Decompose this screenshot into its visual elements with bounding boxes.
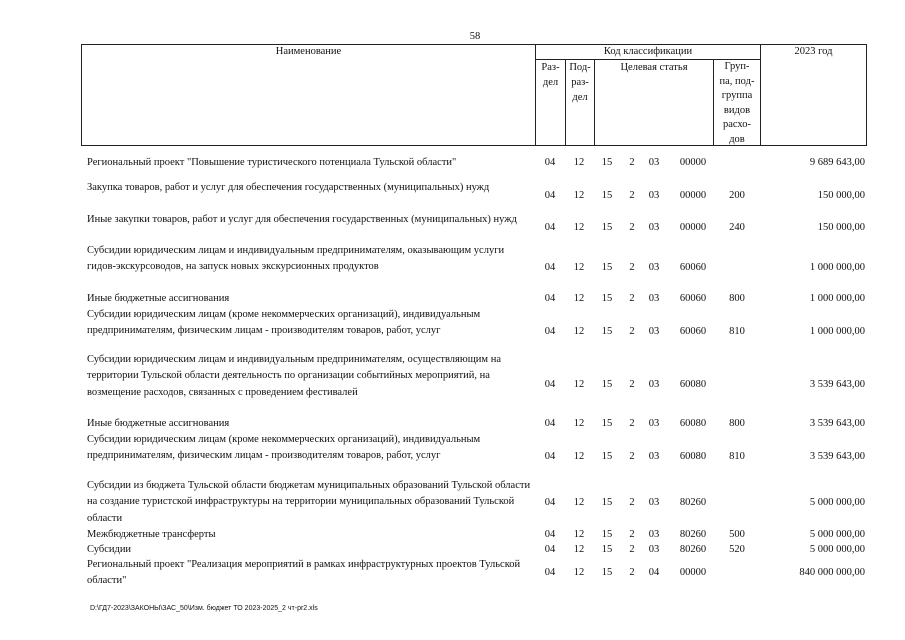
- row-code-d: 60060: [679, 261, 707, 273]
- row-amount: 5 000 000,00: [809, 544, 865, 556]
- header-razdel: Раз- дел: [541, 62, 560, 88]
- row-amount: 150 000,00: [817, 222, 865, 234]
- table-row: [81, 527, 867, 543]
- row-amount: 3 539 643,00: [809, 378, 865, 390]
- row-code-rz: 04: [544, 544, 556, 556]
- table-row: [81, 291, 867, 307]
- row-code-rz: 04: [544, 378, 556, 390]
- row-code-b: 2: [629, 450, 635, 462]
- row-code-d: 00000: [679, 190, 707, 202]
- row-code-d: 60080: [679, 450, 707, 462]
- row-code-d: 00000: [679, 567, 707, 579]
- row-amount: 3 539 643,00: [809, 450, 865, 462]
- row-code-a: 15: [601, 261, 613, 273]
- header-target: Целевая статья: [620, 62, 688, 73]
- row-name: Субсидии юридическим лицам и индивидуальным предпринимателям, оказывающим услуги гидов-экскурсоводов, на запуск новых экскурсионных продуктов: [87, 245, 505, 273]
- row-code-d: 00000: [679, 157, 707, 169]
- table-row: [81, 542, 867, 558]
- header-podrazdel: Под- раз- дел: [569, 62, 591, 103]
- row-code-rz: 04: [544, 418, 556, 430]
- row-code-c: 03: [648, 293, 660, 305]
- row-amount: 150 000,00: [817, 190, 865, 202]
- table-row: [81, 243, 867, 292]
- row-amount: 5 000 000,00: [809, 496, 865, 508]
- row-code-c: 03: [648, 222, 660, 234]
- row-code-pr: 12: [573, 222, 585, 234]
- row-code-b: 2: [629, 496, 635, 508]
- row-code-rz: 04: [544, 496, 556, 508]
- row-name: Субсидии юридическим лицам и индивидуальным предпринимателям, осуществляющим на территории Тульской области деятельность по организации событийных мероприятий, на возмещение расходов, связанных с проведением фестивалей: [87, 354, 501, 398]
- row-code-b: 2: [629, 190, 635, 202]
- row-code-vr: 520: [729, 544, 745, 556]
- row-name: Закупка товаров, работ и услуг для обеспечения государственных (муниципальных) нужд: [87, 182, 490, 193]
- row-code-pr: 12: [573, 261, 585, 273]
- row-code-pr: 12: [573, 567, 585, 579]
- row-code-rz: 04: [544, 293, 556, 305]
- row-amount: 3 539 643,00: [809, 418, 865, 430]
- row-code-b: 2: [629, 567, 635, 579]
- row-code-c: 04: [648, 567, 660, 579]
- row-amount: 9 689 643,00: [809, 157, 865, 169]
- row-code-d: 60080: [679, 378, 707, 390]
- row-amount: 1 000 000,00: [809, 325, 865, 337]
- row-code-a: 15: [601, 157, 613, 169]
- header-group: Груп- па, под- группа видов расхо- дов: [719, 61, 755, 145]
- row-code-vr: 800: [729, 293, 745, 305]
- row-code-d: 80260: [679, 544, 707, 556]
- row-code-b: 2: [629, 293, 635, 305]
- row-code-d: 60060: [679, 293, 707, 305]
- table-row: [81, 432, 867, 481]
- header-right-border: [866, 44, 867, 146]
- row-name: Региональный проект "Повышение туристического потенциала Тульской области": [87, 157, 457, 168]
- row-code-c: 03: [648, 418, 660, 430]
- row-name: Региональный проект "Реализация мероприятий в рамках инфраструктурных проектов Тульской области": [87, 559, 521, 587]
- row-name: Иные закупки товаров, работ и услуг для обеспечения государственных (муниципальных) нужд: [87, 214, 517, 225]
- row-code-c: 03: [648, 325, 660, 337]
- row-code-b: 2: [629, 325, 635, 337]
- row-code-vr: 800: [729, 418, 745, 430]
- row-code-d: 00000: [679, 222, 707, 234]
- header-code: Код классификации: [603, 46, 693, 57]
- row-amount: 1 000 000,00: [809, 293, 865, 305]
- row-code-a: 15: [601, 544, 613, 556]
- table-row: [81, 478, 867, 527]
- row-code-c: 03: [648, 157, 660, 169]
- row-code-a: 15: [601, 325, 613, 337]
- row-code-a: 15: [601, 496, 613, 508]
- row-name: Субсидии юридическим лицам (кроме некоммерческих организаций), индивидуальным предпринимателям, физическим лицам - производителям товаров, работ, услуг: [87, 434, 481, 462]
- row-code-a: 15: [601, 450, 613, 462]
- row-code-pr: 12: [573, 157, 585, 169]
- row-code-a: 15: [601, 567, 613, 579]
- divider-year: [760, 44, 761, 146]
- table-row: [81, 212, 867, 245]
- row-code-rz: 04: [544, 222, 556, 234]
- table-header: [81, 44, 867, 146]
- table-row: [81, 557, 867, 590]
- table-row: [81, 155, 867, 171]
- row-code-pr: 12: [573, 325, 585, 337]
- row-code-c: 03: [648, 529, 660, 541]
- row-code-pr: 12: [573, 378, 585, 390]
- row-code-b: 2: [629, 544, 635, 556]
- row-code-a: 15: [601, 190, 613, 202]
- row-code-b: 2: [629, 529, 635, 541]
- row-name: Субсидии из бюджета Тульской области бюджетам муниципальных образований Тульской области на создание туристской инфраструктуры на территории муниципальных образований Тульской области: [87, 480, 531, 524]
- row-code-pr: 12: [573, 529, 585, 541]
- row-code-c: 03: [648, 496, 660, 508]
- row-code-rz: 04: [544, 529, 556, 541]
- row-code-vr: 500: [729, 529, 745, 541]
- row-code-vr: 200: [729, 190, 745, 202]
- row-code-b: 2: [629, 222, 635, 234]
- row-code-vr: 240: [729, 222, 745, 234]
- row-code-b: 2: [629, 261, 635, 273]
- row-code-pr: 12: [573, 293, 585, 305]
- row-code-rz: 04: [544, 190, 556, 202]
- table-row: [81, 180, 867, 213]
- row-code-rz: 04: [544, 567, 556, 579]
- row-code-b: 2: [629, 378, 635, 390]
- header-year: 2023 год: [794, 46, 833, 57]
- table-row: [81, 307, 867, 356]
- row-code-pr: 12: [573, 418, 585, 430]
- row-code-a: 15: [601, 418, 613, 430]
- row-code-rz: 04: [544, 325, 556, 337]
- row-code-vr: 810: [729, 450, 745, 462]
- header-left-border: [81, 44, 82, 146]
- row-name: Межбюджетные трансферты: [87, 529, 216, 540]
- row-name: Иные бюджетные ассигнования: [87, 293, 230, 304]
- row-name: Субсидии юридическим лицам (кроме некоммерческих организаций), индивидуальным предпринимателям, физическим лицам - производителям товаров, работ, услуг: [87, 309, 481, 337]
- row-code-a: 15: [601, 529, 613, 541]
- row-name: Иные бюджетные ассигнования: [87, 418, 230, 429]
- row-code-a: 15: [601, 293, 613, 305]
- row-code-b: 2: [629, 157, 635, 169]
- row-code-rz: 04: [544, 450, 556, 462]
- header-name: Наименование: [275, 46, 342, 57]
- row-code-b: 2: [629, 418, 635, 430]
- row-code-d: 80260: [679, 529, 707, 541]
- table-row: [81, 416, 867, 432]
- row-code-rz: 04: [544, 261, 556, 273]
- row-code-a: 15: [601, 222, 613, 234]
- row-code-a: 15: [601, 378, 613, 390]
- row-code-d: 80260: [679, 496, 707, 508]
- row-code-c: 03: [648, 544, 660, 556]
- row-name: Субсидии: [87, 544, 132, 555]
- row-code-pr: 12: [573, 190, 585, 202]
- row-amount: 5 000 000,00: [809, 529, 865, 541]
- row-code-c: 03: [648, 450, 660, 462]
- row-code-c: 03: [648, 261, 660, 273]
- row-code-rz: 04: [544, 157, 556, 169]
- row-code-c: 03: [648, 378, 660, 390]
- row-code-pr: 12: [573, 450, 585, 462]
- row-code-c: 03: [648, 190, 660, 202]
- table-row: [81, 352, 867, 418]
- row-amount: 1 000 000,00: [809, 261, 865, 273]
- row-code-vr: 810: [729, 325, 745, 337]
- row-amount: 840 000 000,00: [799, 567, 865, 579]
- row-code-pr: 12: [573, 496, 585, 508]
- row-code-d: 60060: [679, 325, 707, 337]
- page-number: 58: [469, 31, 481, 42]
- file-path-footer: D:\ГД7-2023\ЗАКОНЫ\ЗАС_50\Изм. бюджет ТО 2023-2025_2 чт-pr2.xls: [90, 605, 318, 612]
- row-code-pr: 12: [573, 544, 585, 556]
- row-code-d: 60080: [679, 418, 707, 430]
